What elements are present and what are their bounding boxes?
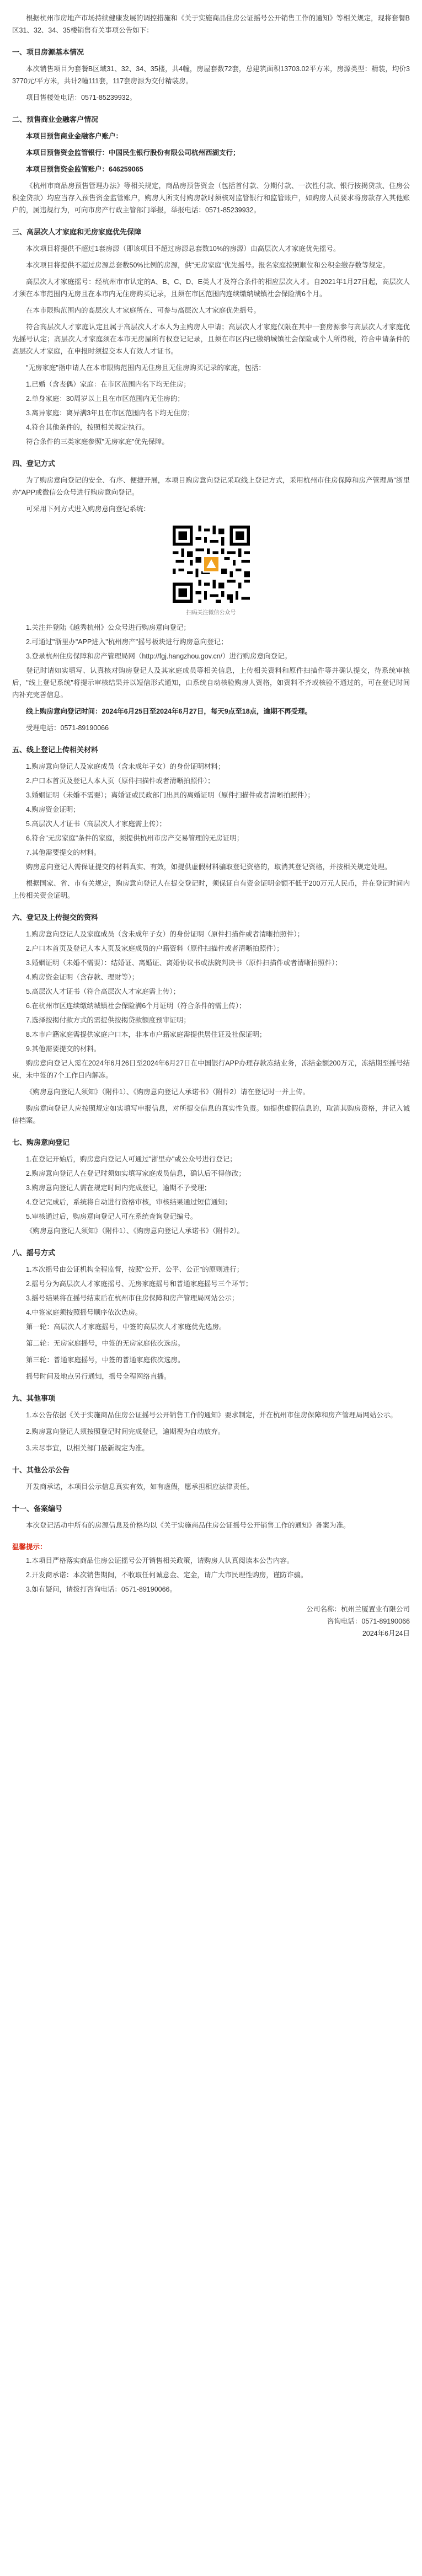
list-item: 3.如有疑问，请拨打咨询电话：0571-89190066。 <box>26 1586 177 1593</box>
list-item: 5.高层次人才证书（符合高层次人才家庭需上传）； <box>26 988 180 995</box>
section-8-p2: 第二轮：无房家庭摇号，中签的无房家庭依次选房。 <box>26 1340 185 1347</box>
section-4-p2: 可采用下列方式进入购房意向登记系统： <box>26 505 151 513</box>
section-4-p1: 为了购房意向登记的安全、有序、便捷开展，本项目购房意向登记采取线上登记方式，采用杭州市住房保障和房产管理局"浙里办"APP或微信公众号进行购房意向登记。 <box>12 476 410 496</box>
section-8-p3: 第三轮：普通家庭摇号，中签的普通家庭依次选房。 <box>26 1356 185 1364</box>
section-3-title: 三、高层次人才家庭和无房家庭优先保障 <box>12 228 142 236</box>
intro-paragraph: 根据杭州市房地产市场持续健康发展的调控措施和《关于实施商品住房公证摇号公开销售工作的通知》等相关规定，现将套餐B区31、32、34、35楼销售有关事项公告如下： <box>12 14 410 34</box>
qr-code-block <box>12 523 410 616</box>
section-3-p6: "无房家庭"指申请人在本市限购范围内无住房且无住房购买记录的家庭，包括： <box>26 364 265 372</box>
list-item: 7.选择按揭付款方式的需提供按揭贷款额度预审证明； <box>26 1016 190 1024</box>
section-6-p3: 购房意向登记人应按照规定如实填写申报信息，对所提交信息的真实性负责。如提供虚假信息的，取消其购房资格，并记入诚信档案。 <box>12 1105 410 1124</box>
section-6-p2: 《购房意向登记人须知》（附件1）、《购房意向登记人承诺书》（附件2）请在登记时一并上传。 <box>26 1088 309 1096</box>
list-item: 2.摇号分为高层次人才家庭摇号、无房家庭摇号和普通家庭摇号三个环节； <box>26 1280 253 1288</box>
list-item: 3.婚姻证明（未婚不需要）：结婚证、离婚证、离婚协议书或法院判决书（原件扫描件或者清晰拍照件）； <box>26 959 342 967</box>
list-item: 4.登记完成后，系统将自动进行资格审核，审核结果通过短信通知； <box>26 1198 232 1206</box>
section-9-p2: 2.购房意向登记人须按照登记时间完成登记，逾期视为自动放弃。 <box>26 1428 225 1436</box>
list-item: 2.购房意向登记人在登记时须如实填写家庭成员信息，确认后不得修改； <box>26 1170 245 1177</box>
section-7-title: 七、购房意向登记 <box>12 1138 70 1147</box>
list-item: 2.可通过"浙里办"APP进入"杭州房产"摇号板块进行购房意向登记； <box>26 638 228 646</box>
qr-code-icon[interactable] <box>170 523 253 606</box>
tips-title: 温馨提示： <box>12 1543 47 1551</box>
section-7-list <box>12 1153 410 1223</box>
list-item: 6.在杭州市区连续缴纳城镇社会保险满6个月证明（符合条件的需上传）； <box>26 1002 246 1010</box>
list-item: 1.关注并登陆《越秀杭州》公众号进行购房意向登记； <box>26 624 190 631</box>
list-item: 8.本市户籍家庭需提供家庭户口本，非本市户籍家庭需提供居住证及社保证明； <box>26 1031 266 1038</box>
qr-caption: 扫码关注微信公众号 <box>186 610 236 616</box>
section-11-title: 十一、备案编号 <box>12 1504 63 1513</box>
section-9-title: 九、其他事项 <box>12 1394 56 1402</box>
section-5-p1: 购房意向登记人需保证提交的材料真实、有效，如提供虚假材料骗取登记资格的，取消其登记资格，并按相关规定处理。 <box>26 863 392 871</box>
list-item: 3.婚姻证明（未婚不需要）；离婚证或民政部门出具的离婚证明（原件扫描件或者清晰拍照件）； <box>26 791 314 799</box>
section-3-p1: 本次项目将提供不超过1套房源（即该项目不超过房源总套数10%的房源）由高层次人才家庭优先摇号。 <box>26 245 340 253</box>
section-8-p4: 摇号时间及地点另行通知，摇号全程网络直播。 <box>26 1373 171 1380</box>
list-item: 2.单身家庭：30周岁以上且在市区范围内无住房的； <box>26 395 184 403</box>
section-5-list <box>12 761 410 859</box>
section-3-p2: 本次项目将提供不超过房源总套数50%比例的房源，供"无房家庭"优先摇号。报名家庭按照顺位和公积金缴存数等规定。 <box>26 261 389 269</box>
list-item: 3.购房意向登记人需在规定时间内完成登记，逾期不予受理； <box>26 1184 211 1192</box>
section-4-p4: 线上购房意向登记时间：2024年6月25日至2024年6月27日，每天9点至18点，逾期不再受理。 <box>26 708 312 715</box>
section-4-list <box>12 622 410 662</box>
list-item: 4.购房资金证明（含存款、理财等）； <box>26 973 139 981</box>
section-10-title: 十、其他公示公告 <box>12 1466 70 1474</box>
section-3-p5: 符合高层次人才家庭认定且属于高层次人才本人为主购房人申请；高层次人才家庭仅限在其中一套房源参与高层次人才家庭优先摇号认定；高层次人才家庭须在本市无房屋所有权登记记录，且须在市区内已缴纳城镇社会保险或个人所得税，符合申请条件的高层次人才家庭，在申报时须提交本人有效人才证书。 <box>12 323 410 355</box>
section-2-p3: 本项目预售资金监管账户：646259065 <box>26 165 143 173</box>
section-11-p1: 本次登记活动中所有的房源信息及价格均以《关于实施商品住房公证摇号公开销售工作的通知》备案为准。 <box>26 1522 350 1529</box>
section-2-p1: 本项目预售商业金融客户账户： <box>26 132 123 140</box>
list-item: 2.户口本首页及登记人本人页（原件扫描件或者清晰拍照件）； <box>26 777 215 785</box>
section-1-title: 一、项目房源基本情况 <box>12 48 84 56</box>
list-item: 4.中签家庭须按照摇号顺序依次选房。 <box>26 1309 142 1316</box>
list-item: 1.已婚（含丧偶）家庭：在市区范围内名下均无住房； <box>26 381 190 388</box>
signature-company: 公司名称：杭州兰厦置业有限公司 <box>306 1605 410 1613</box>
section-10-p1: 开发商承诺，本项目公示信息真实有效，如有虚假，愿承担相应法律责任。 <box>26 1483 254 1491</box>
list-item[interactable]: 3.登录杭州住房保障和房产管理局网（http://fgj.hangzhou.gov.cn/）进行购房意向登记。 <box>26 652 292 660</box>
list-item: 1.在登记开始后，购房意向登记人可通过"浙里办"或公众号进行登记； <box>26 1155 237 1163</box>
section-4-p5: 受理电话：0571-89190066 <box>26 724 109 732</box>
section-2-p2: 本项目预售资金监管银行：中国民生银行股份有限公司杭州西湖支行； <box>26 149 240 157</box>
list-item: 1.购房意向登记人及家庭成员（含未成年子女）的身份证明材料； <box>26 763 225 770</box>
list-item: 6.符合"无房家庭"条件的家庭，须提供杭州市房产交易管理的无房证明； <box>26 834 244 842</box>
section-9-p1: 1.本公告依据《关于实施商品住房公证摇号公开销售工作的通知》要求制定，并在杭州市住房保障和房产管理局网站公示。 <box>26 1411 397 1419</box>
list-item: 3.离异家庭：离异满3年且在市区范围内名下均无住房； <box>26 409 194 417</box>
list-item: 4.符合其他条件的，按照相关规定执行。 <box>26 424 149 431</box>
signature-block <box>12 1603 410 1640</box>
section-3-list <box>12 378 410 433</box>
list-item: 1.购房意向登记人及家庭成员（含未成年子女）的身份证明（原件扫描件或者清晰拍照件）； <box>26 930 305 938</box>
list-item: 5.高层次人才证书（高层次人才家庭需上传）； <box>26 820 167 828</box>
section-5-p2: 根据国家、省、市有关规定，购房意向登记人在提交登记时，须保证自有资金证明金额不低于200万元人民币，并在登记时间内上传相关资金证明。 <box>12 880 410 899</box>
section-4-title: 四、登记方式 <box>12 459 56 468</box>
tips-list <box>12 1555 410 1595</box>
section-7-p1: 《购房意向登记人须知》（附件1）、《购房意向登记人承诺书》（附件2）。 <box>26 1227 244 1235</box>
list-item: 1.本项目严格落实商品住房公证摇号公开销售相关政策，请购房人认真阅读本公告内容。 <box>26 1557 294 1565</box>
list-item: 2.开发商承诺：本次销售期间，不收取任何诚意金、定金，请广大市民理性购房，谨防诈骗。 <box>26 1571 308 1579</box>
section-4-p3: 登记时请如实填写、认真核对购房登记人及其家庭成员等相关信息，上传相关资料和原件扫描件等并确认提交，待系统审核后，"线上登记系统"将提示审核结果并以短信形式通知，由系统自动核验购房人资格，如资料不齐或核验不通过的，可在登记时间内补充完善信息。 <box>12 667 410 699</box>
section-6-p1: 购房意向登记人需在2024年6月26日至2024年6月27日在中国银行APP办理存款冻结业务，冻结金额200万元，冻结期至摇号结束，未中签的7个工作日内解冻。 <box>12 1059 410 1079</box>
section-6-list <box>12 928 410 1055</box>
list-item: 1.本次摇号由公证机构全程监督，按照"公开、公平、公正"的原则进行； <box>26 1266 244 1273</box>
section-1-text: 本次销售项目为套餐B区域31、32、34、35楼，共4幢，房屋套数72套，总建筑面积13703.02平方米，房源类型：精装，均价33770元/平方米，共计2幢111套，117套房源为交付精装房。 <box>12 65 410 85</box>
section-2-p4: 《杭州市商品房预售管理办法》等相关规定，商品房预售资金（包括首付款、分期付款、一次性付款、银行按揭贷款、住房公积金贷款）均应当存入预售资金监管账户，购房人所支付购房款时须核对监管银行和监管账户，如购房人员要求将房款存入其他账户的，属违规行为，可向市房产行政主管部门举报，举报电话：0571-85239932。 <box>12 182 410 214</box>
list-item: 4.购房资金证明； <box>26 806 80 813</box>
section-3-p7: 符合条件的三类家庭参照"无房家庭"优先保障。 <box>26 438 169 446</box>
list-item: 9.其他需要提交的材料。 <box>26 1045 101 1053</box>
list-item: 3.摇号结果将在摇号结束后在杭州市住房保障和房产管理局网站公示； <box>26 1294 239 1302</box>
section-3-p3: 高层次人才家庭摇号：经杭州市市认定的A、B、C、D、E类人才及符合条件的相应层次人才。自2021年1月27日起，高层次人才须在本市范围内无房且在本市内无住房购买记录，且须在市区范围内连续缴纳城镇社会保险满6个月。 <box>12 278 410 298</box>
section-8-list <box>12 1263 410 1319</box>
signature-phone: 咨询电话：0571-89190066 <box>327 1618 410 1625</box>
section-8-p1: 第一轮：高层次人才家庭摇号，中签的高层次人才家庭优先选房。 <box>26 1323 226 1331</box>
list-item: 5.审核通过后，购房意向登记人可在系统查询登记编号。 <box>26 1213 197 1220</box>
section-6-title: 六、登记及上传提交的资料 <box>12 913 99 922</box>
list-item: 2.户口本首页及登记人本人页及家庭成员的户籍资料（原件扫描件或者清晰拍照件）； <box>26 945 284 952</box>
section-5-title: 五、线上登记上传相关材料 <box>12 746 99 754</box>
list-item: 7.其他需要提交的材料。 <box>26 849 101 856</box>
section-2-title: 二、预售商业金融客户情况 <box>12 115 99 124</box>
section-3-p4: 在本市限购范围内的高层次人才家庭所在、可参与高层次人才家庭优先摇号。 <box>26 307 261 314</box>
section-1-contact: 项目售楼处电话：0571-85239932。 <box>26 94 137 101</box>
section-8-title: 八、摇号方式 <box>12 1249 56 1257</box>
section-9-p3: 3.未尽事宜，以相关部门最新规定为准。 <box>26 1444 149 1452</box>
signature-date: 2024年6月24日 <box>362 1630 410 1637</box>
